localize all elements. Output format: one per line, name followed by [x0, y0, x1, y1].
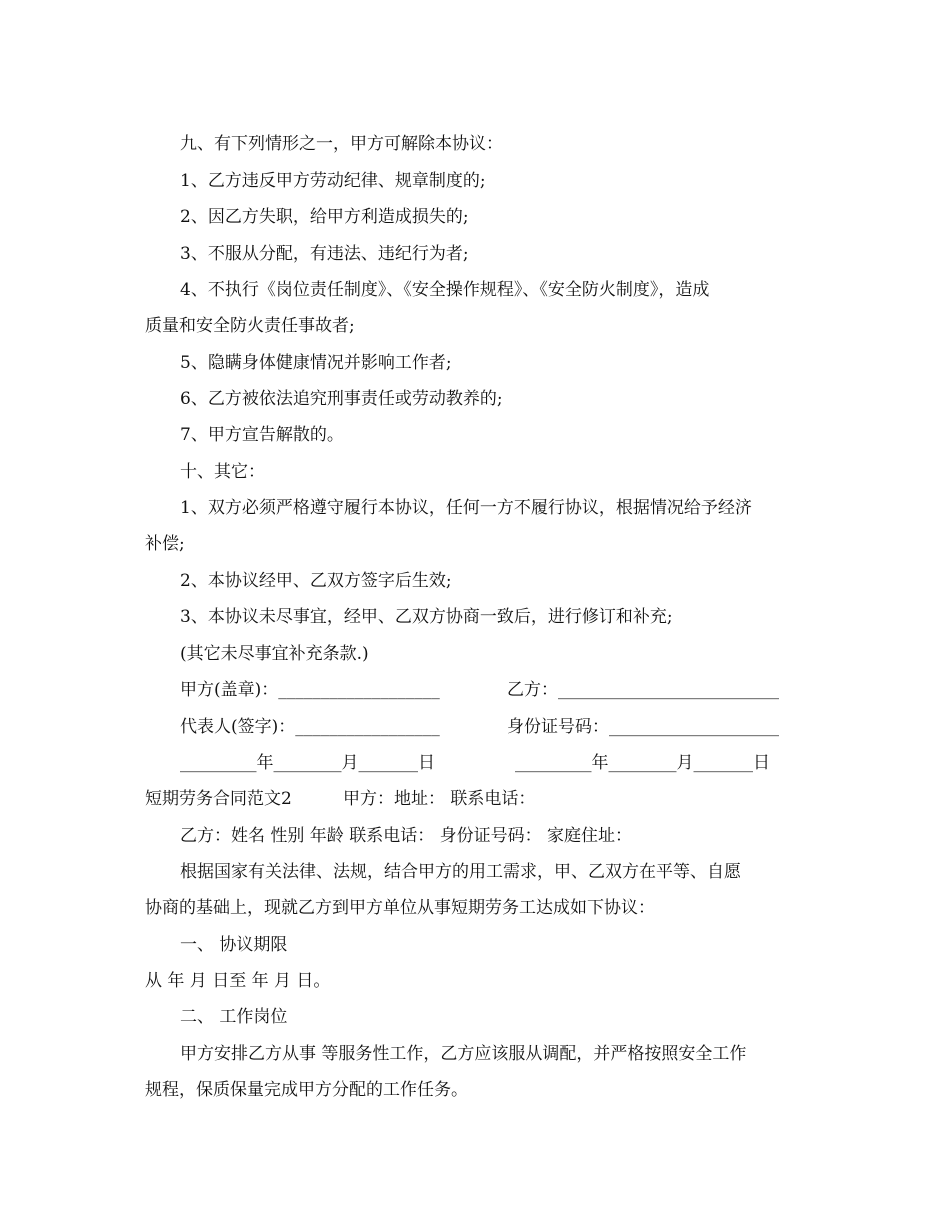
party-b-field: 乙方：__________________________ — [507, 680, 779, 700]
preamble-line-1: 根据国家有关法律、法规，结合甲方的用工需求，甲、乙双方在平等、自愿 — [180, 862, 741, 882]
clause-9-item-2: 2、因乙方失职，给甲方利造成损失的; — [180, 207, 469, 227]
section-2-heading: 二、 工作岗位 — [180, 1007, 288, 1027]
section-2-body-2: 规程，保质保量完成甲方分配的工作任务。 — [145, 1080, 468, 1100]
section-1-term: 从 年 月 日至 年 月 日。 — [145, 971, 331, 991]
section-2-body-1: 甲方安排乙方从事 等服务性工作，乙方应该服从调配，并严格按照安全工作 — [180, 1044, 747, 1064]
date-field-a: _________年________月_______日 — [180, 753, 435, 773]
clause-9-item-1: 1、乙方违反甲方劳动纪律、规章制度的; — [180, 171, 486, 191]
party-a-seal-field: 甲方(盖章)：___________________ — [180, 680, 440, 700]
second-contract-title: 短期劳务合同范文2 — [145, 789, 292, 809]
second-contract-party-a: 甲方：地址： 联系电话： — [343, 789, 536, 809]
clause-10-item-1: 1、双方必须严格遵守履行本协议，任何一方不履行协议，根据情况给予经济 — [180, 498, 752, 518]
representative-signature-field: 代表人(签字)：_________________ — [180, 717, 440, 737]
clause-10-item-2: 2、本协议经甲、乙双方签字后生效; — [180, 571, 452, 591]
preamble-line-2: 协商的基础上，现就乙方到甲方单位从事短期劳务工达成如下协议： — [145, 898, 655, 918]
clause-10-item-1-cont: 补偿; — [145, 534, 185, 554]
clause-9-item-6: 6、乙方被依法追究刑事责任或劳动教养的; — [180, 389, 503, 409]
id-number-field: 身份证号码：____________________ — [507, 717, 779, 737]
supplementary-note: (其它未尽事宜补充条款.) — [180, 644, 369, 664]
clause-9-item-7: 7、甲方宣告解散的。 — [180, 425, 344, 445]
clause-10-heading: 十、其它： — [180, 462, 265, 482]
clause-9-item-5: 5、隐瞒身体健康情况并影响工作者; — [180, 353, 452, 373]
clause-9-heading: 九、有下列情形之一，甲方可解除本协议： — [180, 134, 503, 154]
clause-9-item-4: 4、不执行《岗位责任制度》、《安全操作规程》、《安全防火制度》，造成 — [180, 280, 710, 300]
date-field-b: _________年________月_______日 — [515, 753, 770, 773]
clause-10-item-3: 3、本协议未尽事宜，经甲、乙双方协商一致后，进行修订和补充; — [180, 607, 673, 627]
section-1-heading: 一、 协议期限 — [180, 935, 288, 955]
clause-9-item-4-cont: 质量和安全防火责任事故者; — [145, 316, 355, 336]
party-b-info-line: 乙方：姓名 性别 年龄 联系电话： 身份证号码： 家庭住址： — [180, 826, 633, 846]
clause-9-item-3: 3、不服从分配，有违法、违纪行为者; — [180, 244, 469, 264]
